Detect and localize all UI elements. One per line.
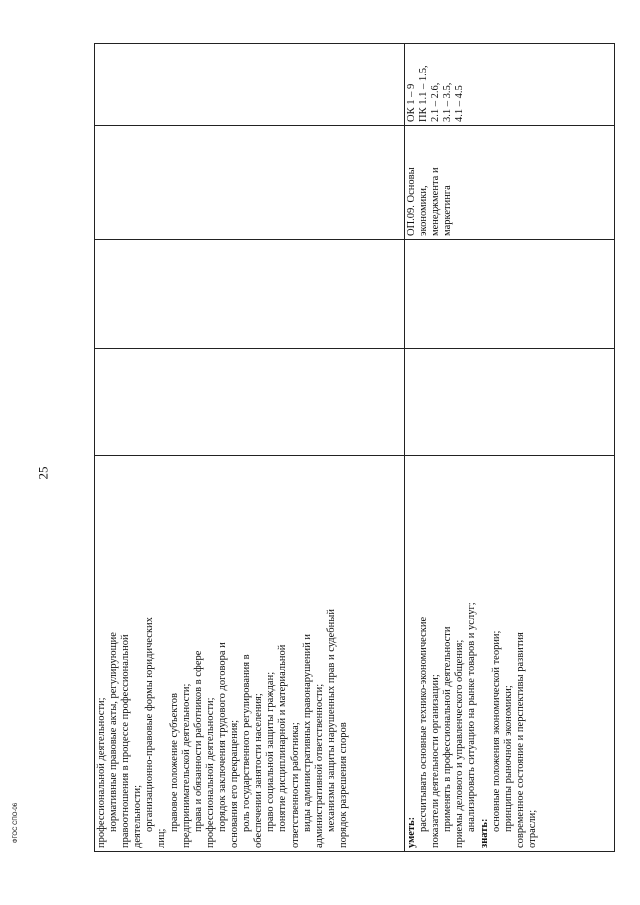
text-line: 3.1 – 3.5, <box>442 82 454 122</box>
competency-table-wrapper <box>94 44 614 852</box>
text-line: уметь: <box>406 816 417 848</box>
text-line: механизмы защиты нарушенных прав и судебный <box>325 609 337 832</box>
text-line: принципы рыночной экономики; <box>502 685 514 832</box>
text-line: знать: <box>478 818 490 848</box>
text-line: лиц; <box>156 828 168 848</box>
text-line: приемы делового и управленческого общения; <box>454 639 466 848</box>
empty-cell <box>405 349 615 456</box>
text-line: ОП.09. Основы <box>406 167 417 236</box>
empty-cell <box>95 349 405 456</box>
text-line: роль государственного регулирования в <box>241 654 253 832</box>
text-line: маркетинга <box>442 185 454 236</box>
text-line: деятельности; <box>132 784 144 848</box>
text-line: право социальной защиты граждан; <box>265 671 277 832</box>
text-line: порядок заключения трудового договора и <box>216 642 228 832</box>
text-line: экономики, <box>418 185 430 236</box>
text-line: ответственности работника; <box>289 722 301 848</box>
empty-cell <box>95 240 405 349</box>
text-line: основные положения экономической теории; <box>490 630 502 832</box>
text-line: профессиональной деятельности; <box>204 697 216 848</box>
competencies-cell <box>405 44 615 126</box>
text-line: нормативные правовые акты, регулирующие <box>108 632 120 832</box>
skills-economics-cell <box>405 456 615 852</box>
footer-code: ФГОС СПО-06 <box>13 802 20 844</box>
text-line: обеспечении занятости населения; <box>253 693 265 848</box>
text-line: отрасли; <box>526 809 538 848</box>
text-line: организационно-правовые формы юридических <box>144 617 156 832</box>
text-line: виды административных правонарушений и <box>301 634 313 832</box>
text-line: понятие дисциплинарной и материальной <box>277 644 289 832</box>
text-line: анализировать ситуацию на рынке товаров и услуг; <box>466 602 478 832</box>
text-line: менеджмента и <box>430 167 442 236</box>
text-line: рассчитывать основные технико-экономические <box>418 616 430 832</box>
text-line: ПК 1.1 – 1.5, <box>418 65 430 122</box>
text-line: профессиональной деятельности; <box>96 697 107 848</box>
page-number: 25 <box>35 466 51 480</box>
text-line: правоотношения в процессе профессиональной <box>120 634 132 848</box>
discipline-cell <box>405 126 615 240</box>
empty-cell <box>95 126 405 240</box>
text-line: применять в профессиональной деятельности <box>442 626 454 832</box>
text-line: показатели деятельности организации; <box>430 674 442 848</box>
text-line: административной ответственности; <box>313 683 325 848</box>
text-line: 2.1 – 2.6, <box>430 82 442 122</box>
knowledge-law-cell <box>95 456 405 852</box>
text-line: порядок разрешения споров <box>337 722 349 848</box>
text-line: правовое положение субъектов <box>168 693 180 832</box>
competency-table <box>94 43 615 852</box>
text-line: современное состояние и перспективы развития <box>514 632 526 848</box>
text-line: ОК 1 – 9 <box>406 83 417 122</box>
text-line: предпринимательской деятельности; <box>180 683 192 848</box>
text-line: основания его прекращения; <box>229 719 241 848</box>
text-line: права и обязанности работников в сфере <box>192 650 204 832</box>
empty-cell <box>95 44 405 126</box>
empty-cell <box>405 240 615 349</box>
text-line: 4.1 – 4.5 <box>454 85 466 122</box>
